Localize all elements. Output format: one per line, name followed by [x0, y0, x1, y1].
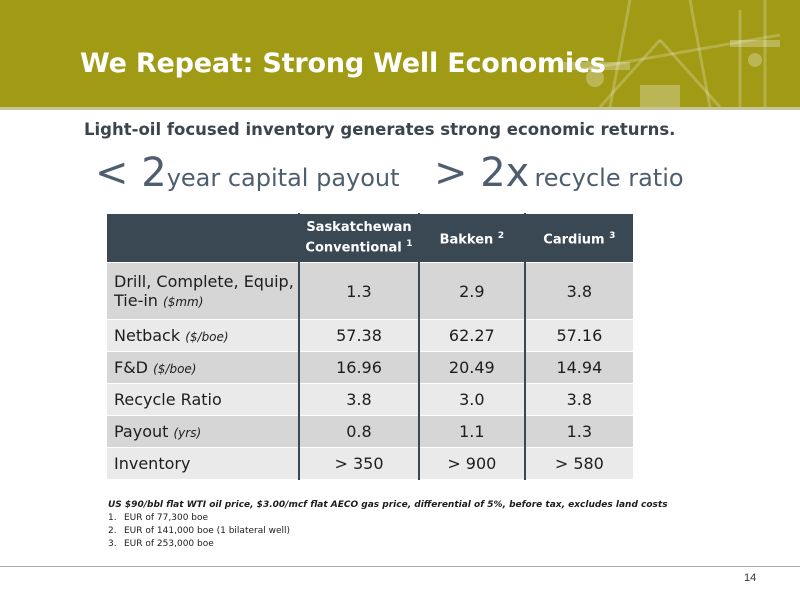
cell-value: 62.27	[419, 320, 525, 352]
cell-value: > 900	[419, 448, 525, 480]
footnote-item	[108, 525, 668, 538]
footnote-number: 3.	[108, 539, 117, 549]
footnote-number: 1.	[108, 513, 117, 523]
cell-value: > 580	[525, 448, 634, 480]
row-label	[107, 416, 300, 448]
header-label: Bakken	[439, 232, 494, 248]
cell-value: 1.3	[299, 263, 419, 320]
payout-highlight	[95, 150, 400, 196]
header-label: Cardium	[543, 232, 605, 248]
footnote-text: EUR of 77,300 boe	[124, 513, 209, 523]
header-saskatchewan	[299, 214, 419, 263]
cell-value: 0.8	[299, 416, 419, 448]
payout-text: year capital payout	[166, 164, 400, 192]
price-assumptions: US $90/bbl flat WTI oil price, $3.00/mcf flat AECO gas price, differential of 5%, before tax, excludes land costs	[108, 500, 668, 510]
header-label: Saskatchewan Conventional	[305, 220, 412, 256]
row-label-text: Netback	[114, 326, 181, 345]
table-row	[107, 384, 634, 416]
header-blank	[107, 214, 300, 263]
cell-value: 20.49	[419, 352, 525, 384]
cell-value: 2.9	[419, 263, 525, 320]
page-number: 14	[744, 572, 757, 584]
table-header-row	[107, 214, 634, 263]
cell-value: 1.1	[419, 416, 525, 448]
table-row	[107, 416, 634, 448]
header-footnote: 2	[497, 230, 505, 241]
footnotes	[108, 499, 668, 551]
cell-value: 16.96	[299, 352, 419, 384]
cell-value: 57.16	[525, 320, 634, 352]
cell-value: 3.8	[525, 384, 634, 416]
row-label	[107, 320, 300, 352]
slide-title: We Repeat: Strong Well Economics	[80, 48, 606, 79]
cell-value: 1.3	[525, 416, 634, 448]
cell-value: 3.8	[525, 263, 634, 320]
title-banner	[0, 0, 800, 107]
row-label	[107, 448, 300, 480]
payout-value: < 2	[95, 150, 167, 196]
header-cardium	[525, 214, 634, 263]
well-economics-table	[106, 213, 634, 480]
table-row	[107, 352, 634, 384]
row-label-text: Drill, Complete, Equip, Tie-in	[114, 272, 294, 310]
cell-value: > 350	[299, 448, 419, 480]
table-row	[107, 320, 634, 352]
row-label-text: Payout	[114, 422, 169, 441]
row-unit: ($/boe)	[153, 362, 197, 376]
table-row	[107, 448, 634, 480]
cell-value: 14.94	[525, 352, 634, 384]
slide-subtitle: Light-oil focused inventory generates strong economic returns.	[84, 120, 676, 139]
footer-divider	[0, 566, 800, 567]
footnote-item	[108, 538, 668, 551]
cell-value: 3.0	[419, 384, 525, 416]
row-unit: ($mm)	[163, 295, 204, 309]
cell-value: 57.38	[299, 320, 419, 352]
row-label	[107, 384, 300, 416]
row-label-text: F&D	[114, 358, 148, 377]
row-label	[107, 263, 300, 320]
row-unit: ($/boe)	[185, 330, 229, 344]
footnote-text: EUR of 253,000 boe	[124, 539, 214, 549]
header-footnote: 1	[406, 239, 413, 250]
recycle-highlight	[434, 150, 684, 196]
header-footnote: 3	[609, 230, 616, 241]
recycle-text: recycle ratio	[534, 164, 684, 192]
row-unit: (yrs)	[173, 426, 202, 440]
row-label	[107, 352, 300, 384]
table-row	[107, 263, 634, 320]
header-divider	[0, 107, 800, 110]
footnote-number: 2.	[108, 526, 117, 536]
footnote-text: EUR of 141,000 boe (1 bilateral well)	[124, 526, 290, 536]
header-bakken	[419, 214, 525, 263]
cell-value: 3.8	[299, 384, 419, 416]
recycle-value: > 2x	[434, 150, 530, 196]
footnote-item	[108, 512, 668, 525]
row-label-text: Inventory	[114, 454, 191, 473]
row-label-text: Recycle Ratio	[114, 390, 222, 409]
